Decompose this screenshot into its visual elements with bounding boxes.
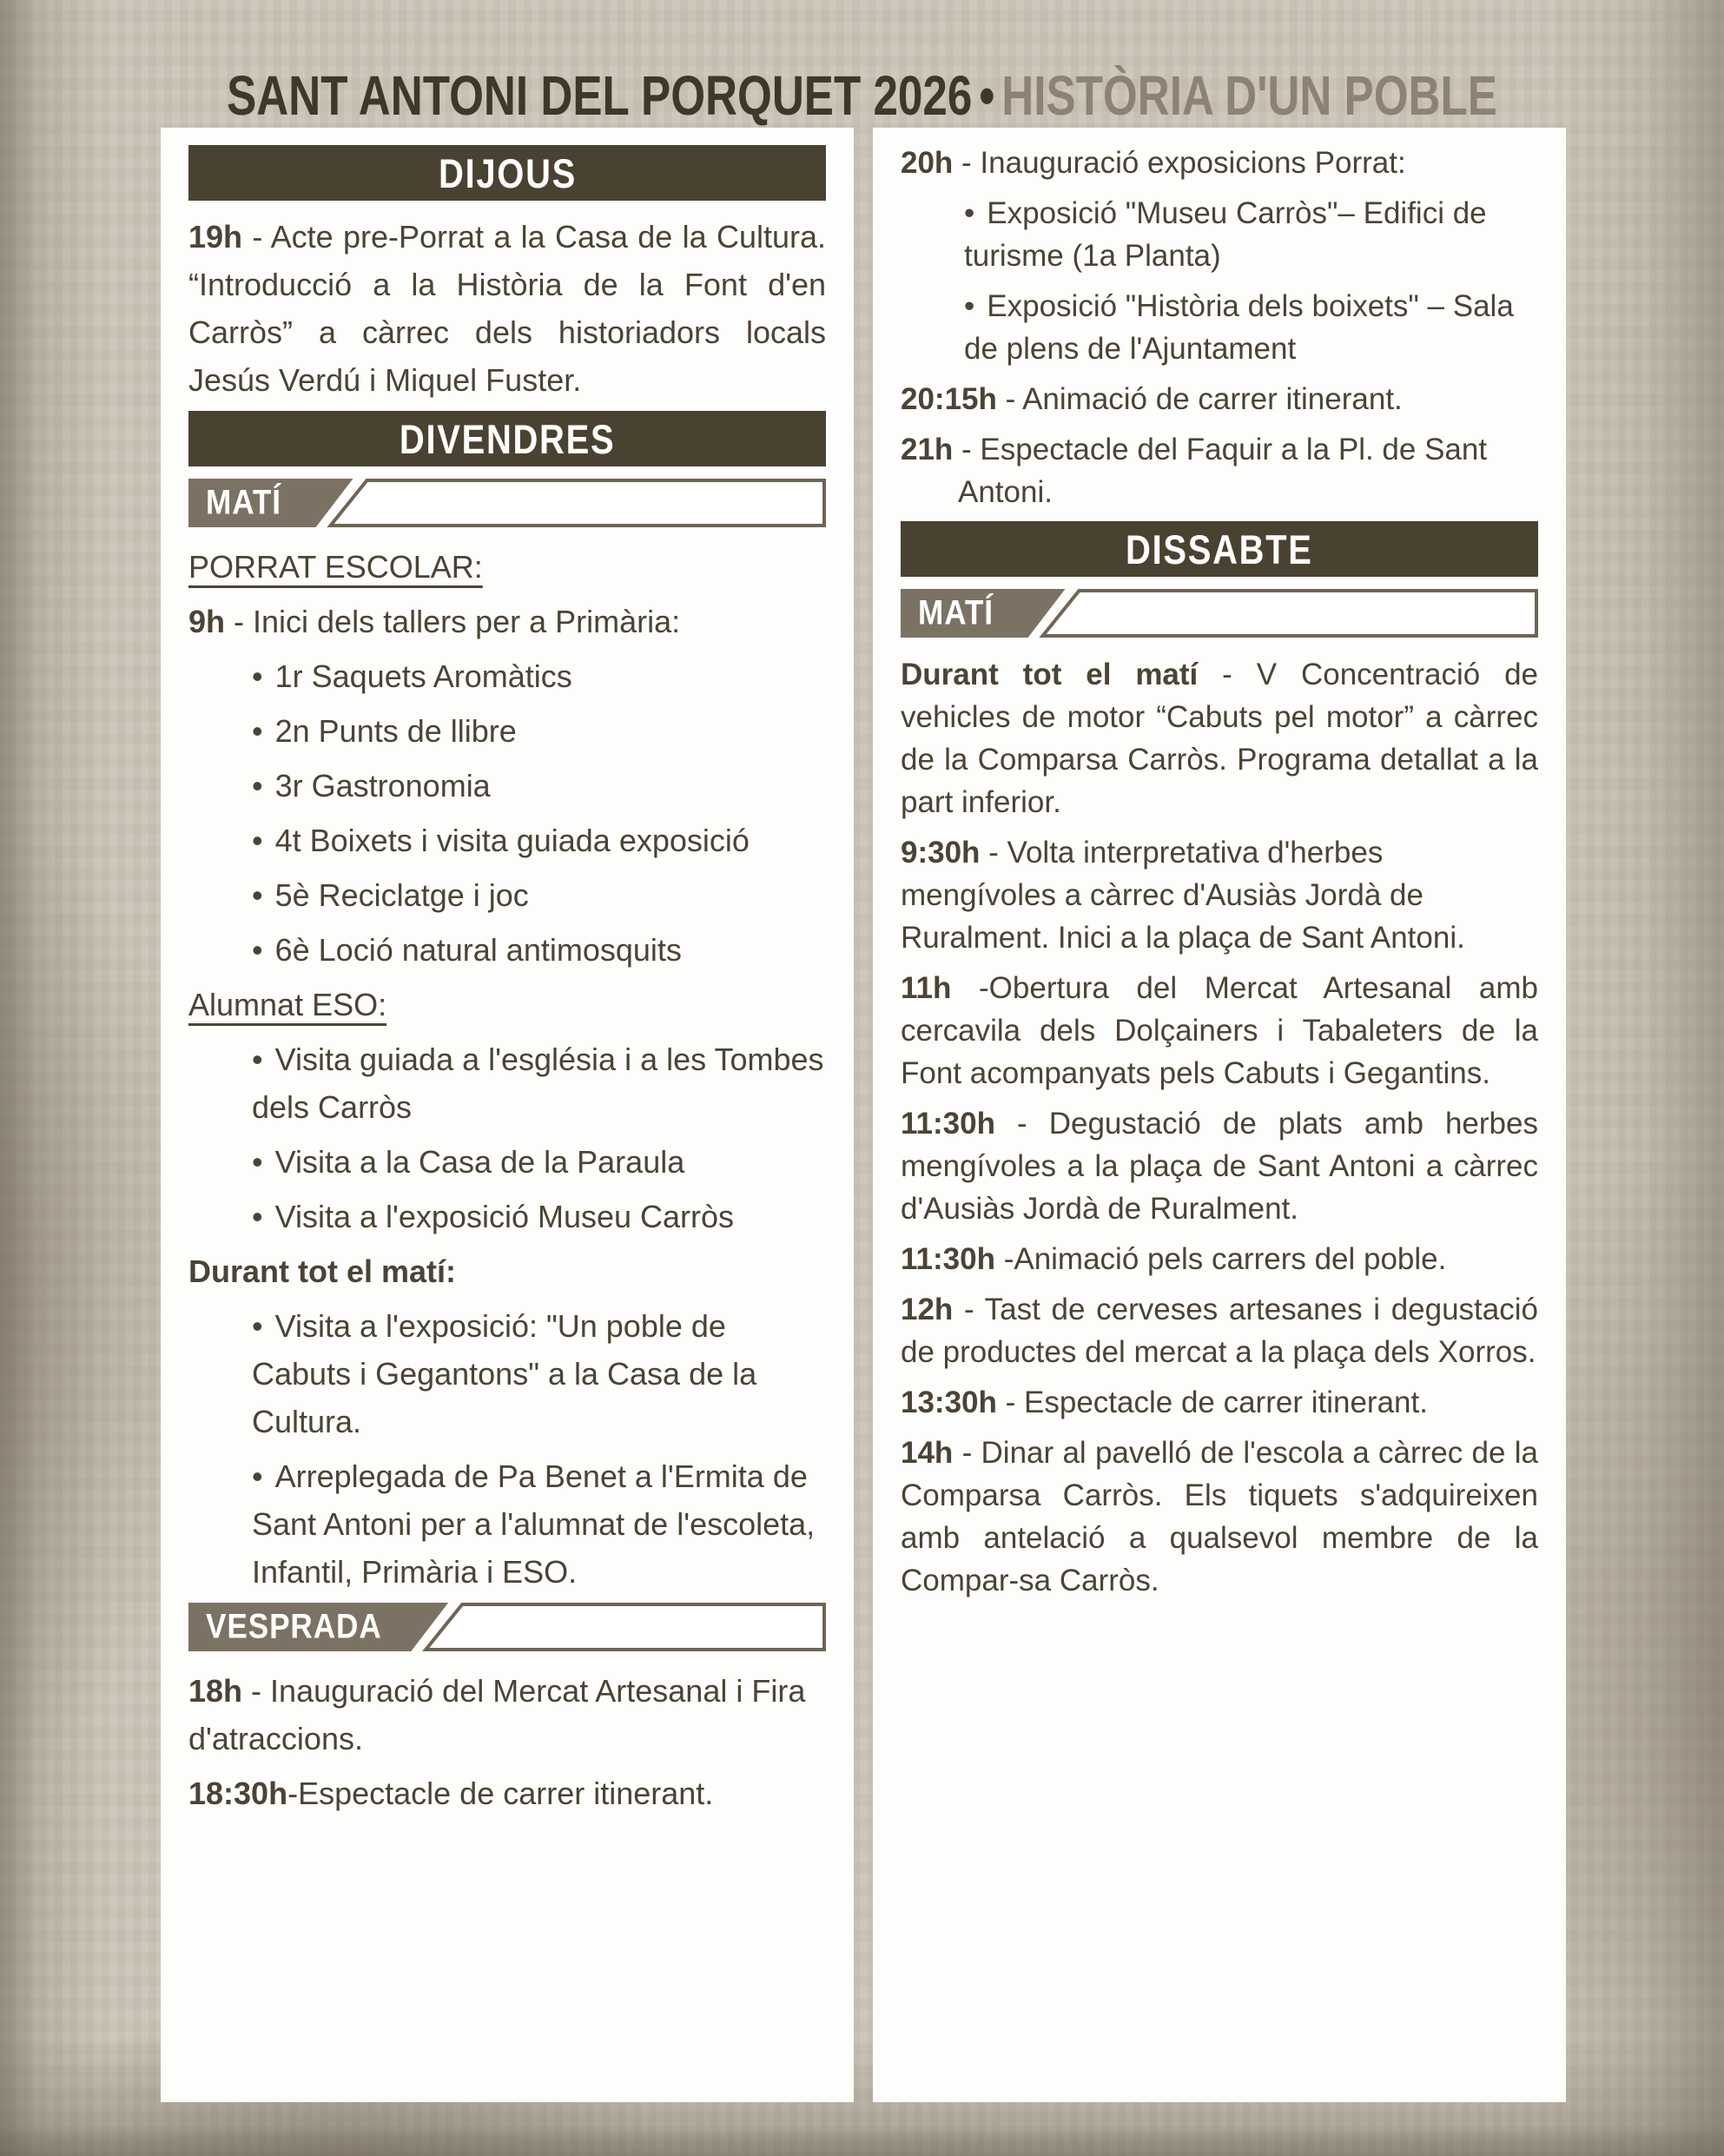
list-item-text: 5è Reciclatge i joc	[274, 877, 529, 913]
ribbon-flag-shape	[901, 589, 1538, 638]
bullet-icon: •	[252, 1042, 263, 1077]
event-1830h	[188, 1769, 826, 1817]
list-item-text: Visita a l'exposició: "Un poble de Cabuts i Gegantons" a la Casa de la Cultura.	[252, 1308, 757, 1439]
list-item	[901, 285, 1538, 370]
event-time: 9h	[188, 604, 226, 639]
event-text: - V Concentració de vehicles de motor “Cabuts pel motor” a càrrec de la Comparsa Carròs. Programa detallat a la part inferior.	[901, 658, 1538, 819]
bullet-icon: •	[252, 932, 263, 968]
event-text: - Volta interpretativa d'herbes mengívoles a càrrec d'Ausiàs Jordà de Ruralment. Inici a la plaça de Sant Antoni.	[901, 836, 1465, 955]
program-column-left	[161, 128, 854, 2102]
list-item-text: 2n Punts de llibre	[274, 713, 517, 749]
bullet-icon: •	[964, 289, 975, 323]
event-930h	[901, 831, 1538, 959]
list-item	[188, 1035, 826, 1131]
list-item-text: 1r Saquets Aromàtics	[274, 658, 572, 694]
event-text: - Acte pre-Porrat a la Casa de la Cultura. “Introducció a la Història de la Font d'en Carròs” a càrrec dels historiadors locals Jesús Verdú i Miquel Fuster.	[188, 219, 826, 398]
event-time: 11h	[901, 971, 952, 1005]
list-item	[188, 1138, 826, 1186]
list-item	[188, 1193, 826, 1240]
title-separator-dot: •	[979, 63, 995, 127]
ribbon-label: MATÍ	[206, 483, 281, 522]
list-item	[188, 817, 826, 864]
title-main: SANT ANTONI DEL PORQUET 2026	[227, 63, 973, 127]
list-item	[188, 707, 826, 755]
list-item-text: Visita a la Casa de la Paraula	[274, 1144, 685, 1180]
event-19h	[188, 213, 826, 404]
event-text: - Degustació de plats amb herbes mengívoles a la plaça de Sant Antoni a càrrec d'Ausiàs Jordà de Ruralment.	[901, 1107, 1538, 1226]
event-2015h	[901, 378, 1538, 420]
section-ribbon-vesprada	[188, 1603, 826, 1651]
bullet-icon: •	[252, 1199, 263, 1234]
event-time: 20:15h	[901, 382, 997, 416]
ribbon-flag-shape	[188, 479, 826, 527]
bullet-icon: •	[252, 1308, 263, 1344]
program-column-right	[873, 128, 1566, 2102]
event-14h	[901, 1432, 1538, 1602]
bullet-icon: •	[252, 877, 263, 913]
ribbon-label: MATÍ	[918, 593, 994, 632]
ribbon-label: VESPRADA	[206, 1607, 382, 1646]
event-time: 19h	[188, 219, 243, 255]
day-header-dissabte	[901, 521, 1538, 577]
bullet-icon: •	[252, 823, 263, 858]
event-time: 21h	[901, 433, 954, 466]
event-time: 11:30h	[901, 1107, 995, 1141]
day-header-label: DIJOUS	[438, 149, 577, 196]
title-subtitle: HISTÒRIA D'UN POBLE	[1001, 63, 1497, 127]
event-1130h-b	[901, 1238, 1538, 1280]
event-text: - Tast de cerveses artesanes i degustació de productes del mercat a la plaça dels Xorros.	[901, 1293, 1538, 1369]
bullet-icon: •	[252, 658, 263, 694]
bullet-icon: •	[252, 1458, 263, 1494]
list-item	[188, 1452, 826, 1596]
event-time: 20h	[901, 146, 954, 180]
list-item	[188, 1302, 826, 1445]
list-item-text: 6è Loció natural antimosquits	[274, 932, 682, 968]
bullet-icon: •	[252, 1144, 263, 1180]
event-20h	[901, 142, 1538, 184]
heading-durant-mati: Durant tot el matí:	[188, 1253, 457, 1289]
event-text: -Obertura del Mercat Artesanal amb cercavila dels Dolçainers i Tabaleters de la Font acompanyats pels Cabuts i Gegantins.	[901, 971, 1538, 1090]
event-text: - Animació de carrer itinerant.	[996, 382, 1403, 416]
list-item-text: Visita guiada a l'església i a les Tombes dels Carròs	[252, 1042, 824, 1125]
section-ribbon-mati	[901, 589, 1538, 638]
event-time: 11:30h	[901, 1242, 995, 1276]
list-item-text: 3r Gastronomia	[274, 768, 491, 804]
event-text: - Espectacle del Faquir a la Pl. de Sant Antoni.	[953, 433, 1488, 509]
event-text: - Dinar al pavelló de l'escola a càrrec de la Comparsa Carròs. Els tiquets s'adquireixen amb antelació a qualsevol membre de la Compar-sa Carròs.	[901, 1436, 1538, 1597]
day-header-label: DIVENDRES	[399, 415, 616, 462]
event-9h	[188, 598, 826, 645]
heading-alumnat-eso: Alumnat ESO:	[188, 987, 387, 1022]
bullet-icon: •	[252, 768, 263, 804]
event-text: -Espectacle de carrer itinerant.	[287, 1776, 714, 1811]
list-item	[188, 926, 826, 974]
event-time: 12h	[901, 1293, 954, 1326]
event-18h	[188, 1667, 826, 1762]
event-12h	[901, 1288, 1538, 1373]
event-11h	[901, 967, 1538, 1095]
event-1330h	[901, 1381, 1538, 1424]
event-time: 13:30h	[901, 1386, 997, 1419]
list-item	[901, 192, 1538, 277]
day-header-divendres	[188, 411, 826, 466]
list-item-text: Exposició "Museu Carròs"– Edifici de turisme (1a Planta)	[964, 196, 1487, 273]
list-item-text: 4t Boixets i visita guiada exposició	[274, 823, 750, 858]
list-item-text: Arreplegada de Pa Benet a l'Ermita de Sant Antoni per a l'alumnat de l'escoleta, Infantil, Primària i ESO.	[252, 1458, 816, 1590]
event-1130h-a	[901, 1102, 1538, 1230]
list-item	[188, 762, 826, 810]
event-durant-mati	[901, 653, 1538, 823]
list-item-text: Visita a l'exposició Museu Carròs	[274, 1199, 735, 1234]
event-time: 18:30h	[188, 1776, 288, 1811]
heading-porrat-escolar: PORRAT ESCOLAR:	[188, 549, 483, 585]
day-header-label: DISSABTE	[1126, 526, 1313, 572]
event-text: -Animació pels carrers del poble.	[994, 1242, 1447, 1276]
list-item	[188, 652, 826, 700]
bullet-icon: •	[964, 196, 975, 230]
section-ribbon-mati	[188, 479, 826, 527]
bullet-icon: •	[252, 713, 263, 749]
day-header-dijous	[188, 145, 826, 201]
event-text: - Inauguració exposicions Porrat:	[953, 146, 1406, 180]
event-text: - Inauguració del Mercat Artesanal i Fira d'atraccions.	[188, 1673, 806, 1756]
list-item-text: Exposició "Història dels boixets" – Sala de plens de l'Ajuntament	[964, 289, 1514, 366]
event-time: 18h	[188, 1673, 243, 1709]
event-21h	[901, 428, 1538, 513]
page-title	[173, 63, 1552, 128]
event-text: - Espectacle de carrer itinerant.	[996, 1386, 1428, 1419]
list-item	[188, 871, 826, 919]
event-time: 14h	[901, 1436, 954, 1470]
event-text: - Inici dels tallers per a Primària:	[225, 604, 681, 639]
event-time: 9:30h	[901, 836, 981, 870]
event-time: Durant tot el matí	[901, 658, 1199, 691]
